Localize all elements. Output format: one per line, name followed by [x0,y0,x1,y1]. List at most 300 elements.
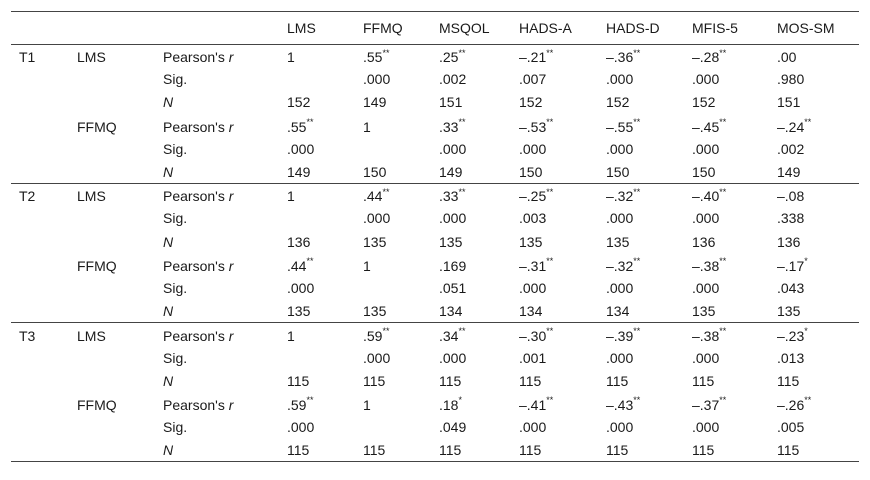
value-cell [431,184,511,207]
value-cell [684,160,769,183]
cell-value: 1 [363,118,371,135]
scale-cell [69,346,155,369]
time-point-cell: T2 [11,184,69,207]
value-cell [769,137,859,160]
significance-marker: ** [804,395,812,406]
cell-value: 135 [606,233,630,250]
cell-value: 135 [363,302,387,319]
cell-value: .013 [777,349,805,366]
cell-value: .049 [439,419,467,436]
significance-marker: ** [633,186,641,197]
scale-cell [69,207,155,230]
table-row [11,184,859,207]
cell-value: .59 [363,327,383,344]
value-cell [355,439,431,462]
value-cell [598,439,684,462]
value-cell [684,253,769,276]
value-cell [511,68,598,91]
value-cell [355,346,431,369]
table-row [11,207,859,230]
cell-value: .000 [519,419,547,436]
value-cell [684,276,769,299]
cell-value: 115 [777,442,800,459]
cell-value: 150 [363,163,387,180]
column-header [69,12,155,45]
value-cell [355,392,431,415]
cell-value: .980 [777,71,805,88]
value-cell [769,416,859,439]
cell-value: .44 [287,257,307,274]
statistic-cell [155,253,279,276]
value-cell [684,207,769,230]
cell-value: 152 [519,94,543,111]
value-cell [769,369,859,392]
statistic-symbol: N [163,442,174,459]
value-cell [355,137,431,160]
table-row [11,392,859,415]
time-point-cell [11,392,69,415]
value-cell [511,346,598,369]
statistic-cell [155,369,279,392]
table-container [11,11,859,462]
value-cell [431,369,511,392]
value-cell [511,137,598,160]
value-cell [279,207,355,230]
value-cell [431,323,511,346]
cell-value: –.32 [606,257,634,274]
cell-value: .000 [287,140,315,157]
value-cell [355,207,431,230]
value-cell [279,439,355,462]
statistic-symbol: r [228,188,234,205]
cell-value: .000 [692,349,720,366]
cell-value: .55 [287,118,307,135]
cell-value: 115 [519,372,542,389]
statistic-cell [155,439,279,462]
statistic-cell [155,91,279,114]
cell-value: .18 [439,396,459,413]
value-cell [355,253,431,276]
table-row [11,439,859,462]
value-cell [355,369,431,392]
scale-cell [69,300,155,323]
cell-value: 1 [287,49,295,66]
column-header [11,12,69,45]
value-cell [598,323,684,346]
table-row [11,300,859,323]
statistic-label: Sig. [163,419,188,436]
value-cell [598,253,684,276]
cell-value: .169 [439,257,467,274]
value-cell [769,323,859,346]
value-cell [598,276,684,299]
statistic-cell [155,300,279,323]
cell-value: .000 [692,140,720,157]
cell-value: 1 [287,327,295,344]
significance-marker: * [804,256,808,267]
cell-value: 115 [692,372,715,389]
statistic-symbol: N [163,94,174,111]
statistic-cell [155,68,279,91]
statistic-label: Pearson's [163,118,225,135]
statistic-cell [155,45,279,68]
significance-marker: ** [306,117,314,127]
value-cell [355,323,431,346]
table-body [11,45,859,462]
significance-marker: ** [546,47,554,58]
statistic-label: Pearson's [163,188,225,205]
cell-value: 152 [287,94,311,111]
value-cell [769,253,859,276]
cell-value: 149 [287,163,311,180]
value-cell [431,114,511,137]
scale-cell [69,276,155,299]
statistic-label: Sig. [163,279,188,296]
value-cell [598,207,684,230]
value-cell [684,184,769,207]
significance-marker: ** [719,47,727,58]
value-cell [769,45,859,68]
value-cell [279,300,355,323]
cell-value: 149 [363,94,387,111]
value-cell [279,160,355,183]
scale-cell [69,369,155,392]
statistic-cell [155,392,279,415]
value-cell [684,346,769,369]
cell-value: –.39 [606,327,634,344]
significance-marker: ** [719,186,727,197]
cell-value: .000 [363,349,391,366]
value-cell [279,45,355,68]
value-cell [598,346,684,369]
value-cell [598,392,684,415]
cell-value: –.31 [519,257,547,274]
cell-value: –.08 [777,188,805,205]
significance-marker: ** [546,117,554,127]
value-cell [511,323,598,346]
table-row [11,68,859,91]
significance-marker: ** [382,325,390,336]
significance-marker: ** [719,325,727,336]
statistic-cell [155,207,279,230]
value-cell [598,230,684,253]
significance-marker: * [458,395,462,406]
cell-value: .000 [692,71,720,88]
scale-cell: FFMQ [77,118,117,135]
column-header: FFMQ [355,12,431,45]
significance-marker: ** [804,117,812,127]
significance-marker: ** [306,395,314,406]
value-cell [355,114,431,137]
significance-marker: ** [546,325,554,336]
time-point-cell [11,137,69,160]
significance-marker: ** [382,186,390,197]
statistic-label: Sig. [163,71,188,88]
value-cell [431,346,511,369]
cell-value: .000 [606,279,634,296]
statistic-cell [155,114,279,137]
value-cell [431,91,511,114]
time-point-cell [11,160,69,183]
value-cell [279,230,355,253]
scale-cell: FFMQ [77,257,117,274]
value-cell [279,184,355,207]
value-cell [684,45,769,68]
value-cell [355,230,431,253]
significance-marker: ** [546,395,554,406]
column-header: MFIS-5 [684,12,769,45]
table-row [11,91,859,114]
cell-value: 152 [692,94,716,111]
scale-cell [69,91,155,114]
statistic-cell [155,276,279,299]
time-point-cell [11,369,69,392]
value-cell [598,114,684,137]
value-cell [769,184,859,207]
cell-value: –.32 [606,188,634,205]
value-cell [431,207,511,230]
statistic-symbol: N [163,233,174,250]
significance-marker: ** [719,256,727,267]
value-cell [279,369,355,392]
significance-marker: ** [633,117,641,127]
value-cell [511,160,598,183]
value-cell [511,439,598,462]
value-cell [684,137,769,160]
table-row [11,160,859,183]
value-cell [684,323,769,346]
scale-cell [69,160,155,183]
time-point-cell: T3 [11,323,69,346]
value-cell [431,68,511,91]
cell-value: 150 [606,163,630,180]
cell-value: –.45 [692,118,720,135]
cell-value: 115 [606,442,629,459]
value-cell [355,416,431,439]
scale-cell: LMS [69,184,155,207]
value-cell [598,137,684,160]
cell-value: –.26 [777,396,805,413]
value-cell [355,160,431,183]
column-header: MOS-SM [769,12,859,45]
column-header: LMS [279,12,355,45]
value-cell [769,68,859,91]
cell-value: 134 [519,302,543,319]
value-cell [511,300,598,323]
statistic-label: Pearson's [163,49,225,66]
value-cell [355,91,431,114]
significance-marker: * [804,325,808,336]
value-cell [769,439,859,462]
value-cell [431,160,511,183]
scale-cell [69,137,155,160]
significance-marker: ** [719,395,727,406]
cell-value: 135 [363,233,387,250]
cell-value: .000 [606,349,634,366]
significance-marker: ** [719,117,727,127]
significance-marker: ** [458,47,466,58]
value-cell [511,392,598,415]
cell-value: 115 [363,442,386,459]
value-cell [279,91,355,114]
statistic-cell [155,184,279,207]
cell-value: 152 [606,94,630,111]
cell-value: 135 [287,302,311,319]
value-cell [279,68,355,91]
cell-value: 115 [777,372,800,389]
cell-value: .000 [606,140,634,157]
value-cell [598,91,684,114]
value-cell [431,416,511,439]
cell-value: 134 [606,302,630,319]
value-cell [431,300,511,323]
value-cell [431,253,511,276]
correlation-table [11,11,859,462]
value-cell [279,253,355,276]
statistic-label: Pearson's [163,327,225,344]
statistic-symbol: r [228,118,234,135]
value-cell [511,45,598,68]
statistic-symbol: r [228,396,234,413]
time-point-cell [11,91,69,114]
value-cell [511,230,598,253]
statistic-label: Sig. [163,210,188,227]
time-point-cell [11,276,69,299]
statistic-cell [155,137,279,160]
time-point-cell [11,346,69,369]
statistic-symbol: N [163,372,174,389]
cell-value: 150 [519,163,543,180]
cell-value: .002 [777,140,805,157]
table-row [11,230,859,253]
time-point-cell [11,300,69,323]
statistic-symbol: N [163,163,174,180]
value-cell [279,276,355,299]
value-cell [598,160,684,183]
statistic-cell [155,230,279,253]
cell-value: .051 [439,279,467,296]
value-cell [684,300,769,323]
cell-value: .000 [287,419,315,436]
value-cell [355,300,431,323]
value-cell [431,392,511,415]
cell-value: 1 [287,188,295,205]
table-row [11,45,859,68]
cell-value: –.30 [519,327,547,344]
cell-value: 115 [692,442,715,459]
cell-value: .000 [363,71,391,88]
cell-value: 115 [287,442,310,459]
significance-marker: ** [546,186,554,197]
value-cell [279,392,355,415]
cell-value: –.53 [519,118,547,135]
statistic-label: Sig. [163,349,188,366]
value-cell [431,137,511,160]
value-cell [511,369,598,392]
value-cell [511,114,598,137]
table-header-row [11,12,859,45]
value-cell [431,45,511,68]
cell-value: .005 [777,419,805,436]
time-point-cell [11,439,69,462]
value-cell [684,68,769,91]
significance-marker: ** [306,256,314,267]
cell-value: –.23 [777,327,805,344]
cell-value: 136 [287,233,311,250]
scale-cell: LMS [69,323,155,346]
cell-value: .000 [606,210,634,227]
value-cell [684,392,769,415]
statistic-cell [155,416,279,439]
value-cell [279,346,355,369]
time-point-cell [11,230,69,253]
column-header: MSQOL [431,12,511,45]
cell-value: 115 [287,372,310,389]
cell-value: .000 [692,419,720,436]
cell-value: .00 [777,49,797,66]
significance-marker: ** [546,256,554,267]
cell-value: –.37 [692,396,720,413]
cell-value: 115 [606,372,629,389]
scale-cell: FFMQ [77,396,117,413]
value-cell [511,91,598,114]
value-cell [511,276,598,299]
cell-value: .007 [519,71,547,88]
significance-marker: ** [633,325,641,336]
statistic-cell [155,323,279,346]
cell-value: .33 [439,118,459,135]
cell-value: .33 [439,188,459,205]
cell-value: .000 [692,210,720,227]
value-cell [684,369,769,392]
cell-value: 115 [363,372,386,389]
cell-value: 115 [439,372,462,389]
cell-value: 135 [692,302,716,319]
table-row [11,416,859,439]
cell-value: .000 [439,349,467,366]
time-point-cell [11,114,69,137]
cell-value: –.41 [519,396,547,413]
cell-value: 136 [692,233,716,250]
cell-value: –.21 [519,49,547,66]
value-cell [769,300,859,323]
cell-value: –.28 [692,49,720,66]
time-point-cell [11,68,69,91]
cell-value: 136 [777,233,801,250]
cell-value: 149 [439,163,463,180]
cell-value: 151 [439,94,463,111]
significance-marker: ** [633,395,641,406]
value-cell [769,230,859,253]
cell-value: 151 [777,94,801,111]
statistic-symbol: r [228,327,234,344]
value-cell [769,114,859,137]
value-cell [769,160,859,183]
value-cell [511,184,598,207]
cell-value: .043 [777,279,805,296]
cell-value: .000 [439,210,467,227]
cell-value: 135 [439,233,463,250]
value-cell [431,439,511,462]
cell-value: 149 [777,163,801,180]
value-cell [598,416,684,439]
value-cell [684,230,769,253]
value-cell [511,416,598,439]
value-cell [769,392,859,415]
cell-value: .000 [519,279,547,296]
scale-cell [69,68,155,91]
cell-value: –.38 [692,327,720,344]
